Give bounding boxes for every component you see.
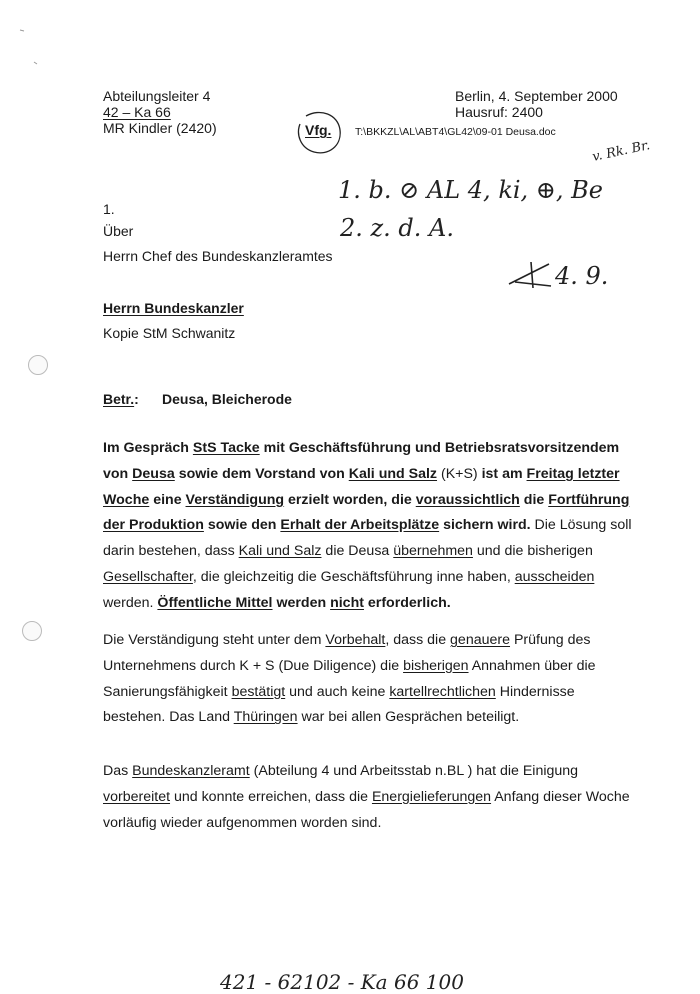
- text-segment: Anfang dieser Woche vorläufig wieder aufgenommen worden sind.: [103, 788, 630, 831]
- date-line: Berlin, 4. September 2000: [455, 88, 618, 104]
- sender-line-1: Abteilungsleiter 4: [103, 88, 211, 104]
- handwritten-routing-line-1: 1. b. ⊘ AL 4, ki, ⊕, Be: [338, 176, 603, 204]
- margin-speck: [18, 28, 48, 68]
- sender-line-3: MR Kindler (2420): [103, 120, 217, 136]
- text-segment: war bei allen Gesprächen beteiligt.: [297, 709, 520, 726]
- text-segment: ausscheiden: [514, 568, 595, 585]
- text-segment: erzielt worden, die: [284, 491, 416, 508]
- text-segment: Thüringen: [233, 709, 298, 726]
- text-segment: mit Geschäftsführung und Betriebsratsvorsitzendem von: [103, 440, 620, 482]
- paragraph-3: [103, 759, 638, 836]
- handwritten-corner-note: v. Rk. Br.: [591, 138, 652, 165]
- recipient-chef: Herrn Chef des Bundeskanzleramtes: [103, 248, 333, 264]
- text-segment: nicht: [330, 594, 364, 611]
- text-segment: voraussichtlich: [415, 491, 520, 508]
- text-segment: , die gleichzeitig die Geschäftsführung inne haben,: [192, 568, 515, 585]
- text-segment: eine: [149, 491, 186, 508]
- text-segment: bestätigt: [231, 683, 286, 700]
- text-segment: sichern wird.: [439, 517, 531, 534]
- text-segment: Kali und Salz: [238, 543, 322, 560]
- text-segment: Prüfung des Unternehmens durch K + S (Due Diligence) die: [103, 632, 591, 674]
- subject-colon: :: [134, 391, 139, 407]
- handwritten-initials: 4. 9.: [555, 262, 609, 290]
- sender-line-2: 42 – Ka 66: [103, 104, 171, 120]
- subject-text: Deusa, Bleicherode: [162, 391, 292, 407]
- text-segment: Annahmen über die Sanierungsfähigkeit: [103, 657, 596, 700]
- text-segment: bisherigen: [403, 657, 469, 674]
- text-segment: ist am: [481, 465, 527, 482]
- text-segment: Hindernisse bestehen. Das Land: [103, 683, 575, 726]
- text-segment: die: [519, 491, 549, 508]
- subject-line: [103, 391, 139, 407]
- text-segment: , dass die: [385, 632, 451, 648]
- paragraph-2: [103, 628, 638, 731]
- text-segment: sowie dem Vorstand von: [174, 465, 349, 482]
- text-segment: Erhalt der Arbeitsplätze: [280, 517, 440, 534]
- text-segment: Energielieferungen: [371, 788, 492, 805]
- handwritten-file-reference: 421 - 62102 - Ka 66 100: [220, 970, 464, 994]
- text-segment: Vorbehalt: [325, 632, 386, 648]
- text-segment: Verständigung: [185, 491, 285, 508]
- text-segment: Das: [103, 763, 133, 779]
- text-segment: und konnte erreichen, dass die: [170, 788, 372, 805]
- text-segment: werden.: [103, 594, 158, 611]
- punch-hole-top: [28, 355, 48, 375]
- text-segment: (K+S): [437, 465, 482, 482]
- text-segment: Freitag letzter Woche: [103, 465, 620, 508]
- subject-label: Betr.: [103, 391, 135, 407]
- text-segment: (Abteilung 4 und Arbeitsstab n.BL ) hat die Einigung: [249, 763, 579, 779]
- hausruf-line: Hausruf: 2400: [455, 104, 543, 120]
- paragraph-1: [103, 436, 638, 617]
- text-segment: Kali und Salz: [348, 465, 438, 482]
- text-segment: Gesellschafter: [103, 568, 193, 585]
- text-segment: Bundeskanzleramt: [132, 763, 250, 779]
- recipient-kanzler: Herrn Bundeskanzler: [103, 300, 244, 316]
- text-segment: Fortführung der Produktion: [103, 491, 630, 534]
- item-number: 1.: [103, 201, 115, 217]
- text-segment: StS Tacke: [192, 440, 260, 456]
- text-segment: kartellrechtlichen: [389, 683, 496, 700]
- text-segment: Im Gespräch: [103, 440, 193, 456]
- ueber-label: Über: [103, 223, 134, 239]
- text-segment: Die Lösung soll darin bestehen, dass: [103, 517, 632, 560]
- vfg-label: Vfg.: [305, 122, 332, 138]
- text-segment: die Deusa: [321, 543, 394, 560]
- text-segment: genauere: [450, 632, 511, 648]
- text-segment: und auch keine: [285, 683, 390, 700]
- text-segment: Die Verständigung steht unter dem: [103, 632, 326, 648]
- text-segment: vorbereitet: [103, 788, 171, 805]
- text-segment: sowie den: [203, 517, 281, 534]
- text-segment: Deusa: [132, 465, 175, 482]
- text-segment: Öffentliche Mittel: [157, 594, 273, 611]
- text-segment: übernehmen: [393, 543, 473, 560]
- punch-hole-bottom: [22, 621, 42, 641]
- file-path: T:\BKKZL\AL\ABT4\GL42\09-01 Deusa.doc: [355, 126, 556, 138]
- text-segment: und die bisherigen: [472, 543, 593, 560]
- text-segment: erforderlich.: [363, 594, 451, 611]
- handwritten-routing-line-2: 2. z. d. A.: [340, 214, 455, 242]
- handwritten-paraph-mark: [505, 258, 555, 294]
- copy-line: Kopie StM Schwanitz: [103, 325, 236, 341]
- text-segment: werden: [272, 594, 331, 611]
